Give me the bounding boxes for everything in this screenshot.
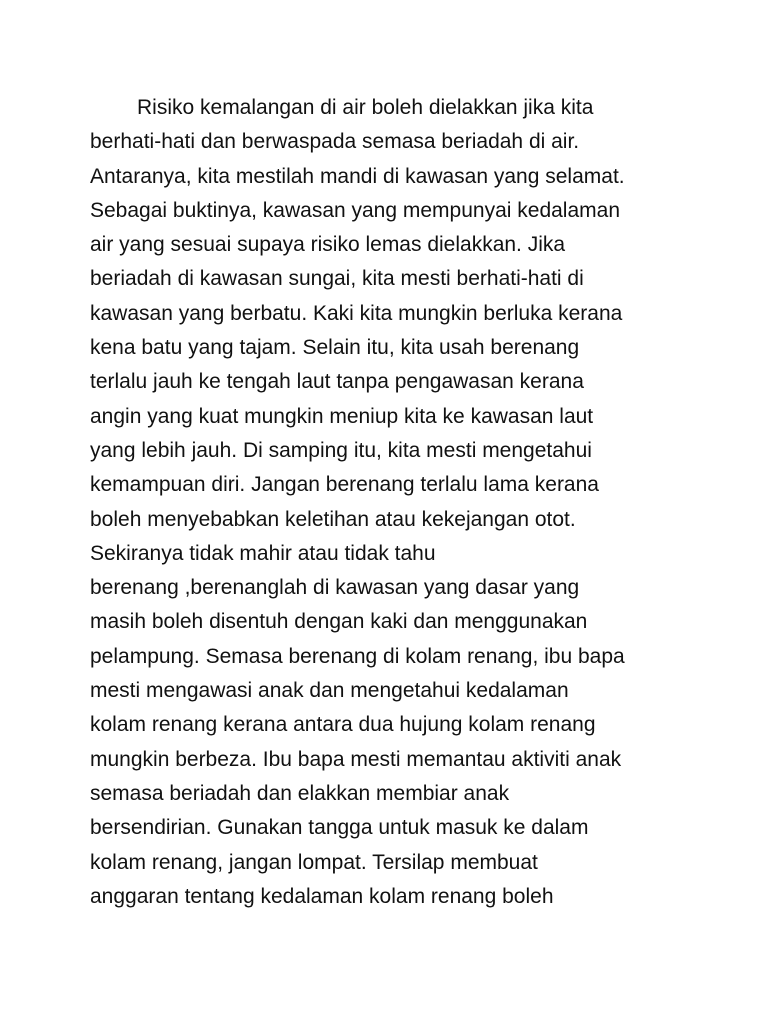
text-line: yang lebih jauh. Di samping itu, kita mesti mengetahui — [90, 438, 592, 462]
text-line: beriadah di kawasan sungai, kita mesti berhati-hati di — [90, 267, 584, 291]
text-line: angin yang kuat mungkin meniup kita ke kawasan laut — [90, 404, 594, 428]
text-line: Sebagai buktinya, kawasan yang mempunyai kedalaman — [90, 198, 620, 222]
text-line: kena batu yang tajam. Selain itu, kita usah berenang — [90, 336, 580, 360]
text-line: mesti mengawasi anak dan mengetahui kedalaman — [90, 679, 569, 703]
text-line: kolam renang kerana antara dua hujung kolam renang — [90, 713, 596, 737]
text-line: kawasan yang berbatu. Kaki kita mungkin berluka kerana — [90, 301, 623, 325]
text-line: mungkin berbeza. Ibu bapa mesti memantau aktiviti anak — [90, 747, 622, 771]
text-line: kemampuan diri. Jangan berenang terlalu lama kerana — [90, 473, 599, 497]
text-line: anggaran tentang kedalaman kolam renang boleh — [90, 884, 554, 908]
text-line: masih boleh disentuh dengan kaki dan menggunakan — [90, 610, 588, 634]
text-line: bersendirian. Gunakan tangga untuk masuk ke dalam — [90, 816, 589, 840]
text-line: berhati-hati dan berwaspada semasa beriadah di air. — [90, 130, 580, 154]
text-line: Risiko kemalangan di air boleh dielakkan jika kita — [137, 96, 594, 119]
text-line: berenang ,berenanglah di kawasan yang dasar yang — [90, 576, 580, 600]
text-line: kolam renang, jangan lompat. Tersilap membuat — [90, 850, 538, 874]
text-line: terlalu jauh ke tengah laut tanpa pengawasan kerana — [90, 370, 584, 394]
text-line: boleh menyebabkan keletihan atau kekejangan otot. — [90, 507, 576, 531]
text-line: pelampung. Semasa berenang di kolam renang, ibu bapa — [90, 644, 625, 668]
paragraph — [90, 91, 700, 914]
text-line: air yang sesuai supaya risiko lemas dielakkan. Jika — [90, 233, 566, 257]
text-line: Sekiranya tidak mahir atau tidak tahu — [90, 541, 436, 565]
text-line: semasa beriadah dan elakkan membiar anak — [90, 781, 510, 805]
text-line: Antaranya, kita mestilah mandi di kawasan yang selamat. — [90, 164, 625, 188]
